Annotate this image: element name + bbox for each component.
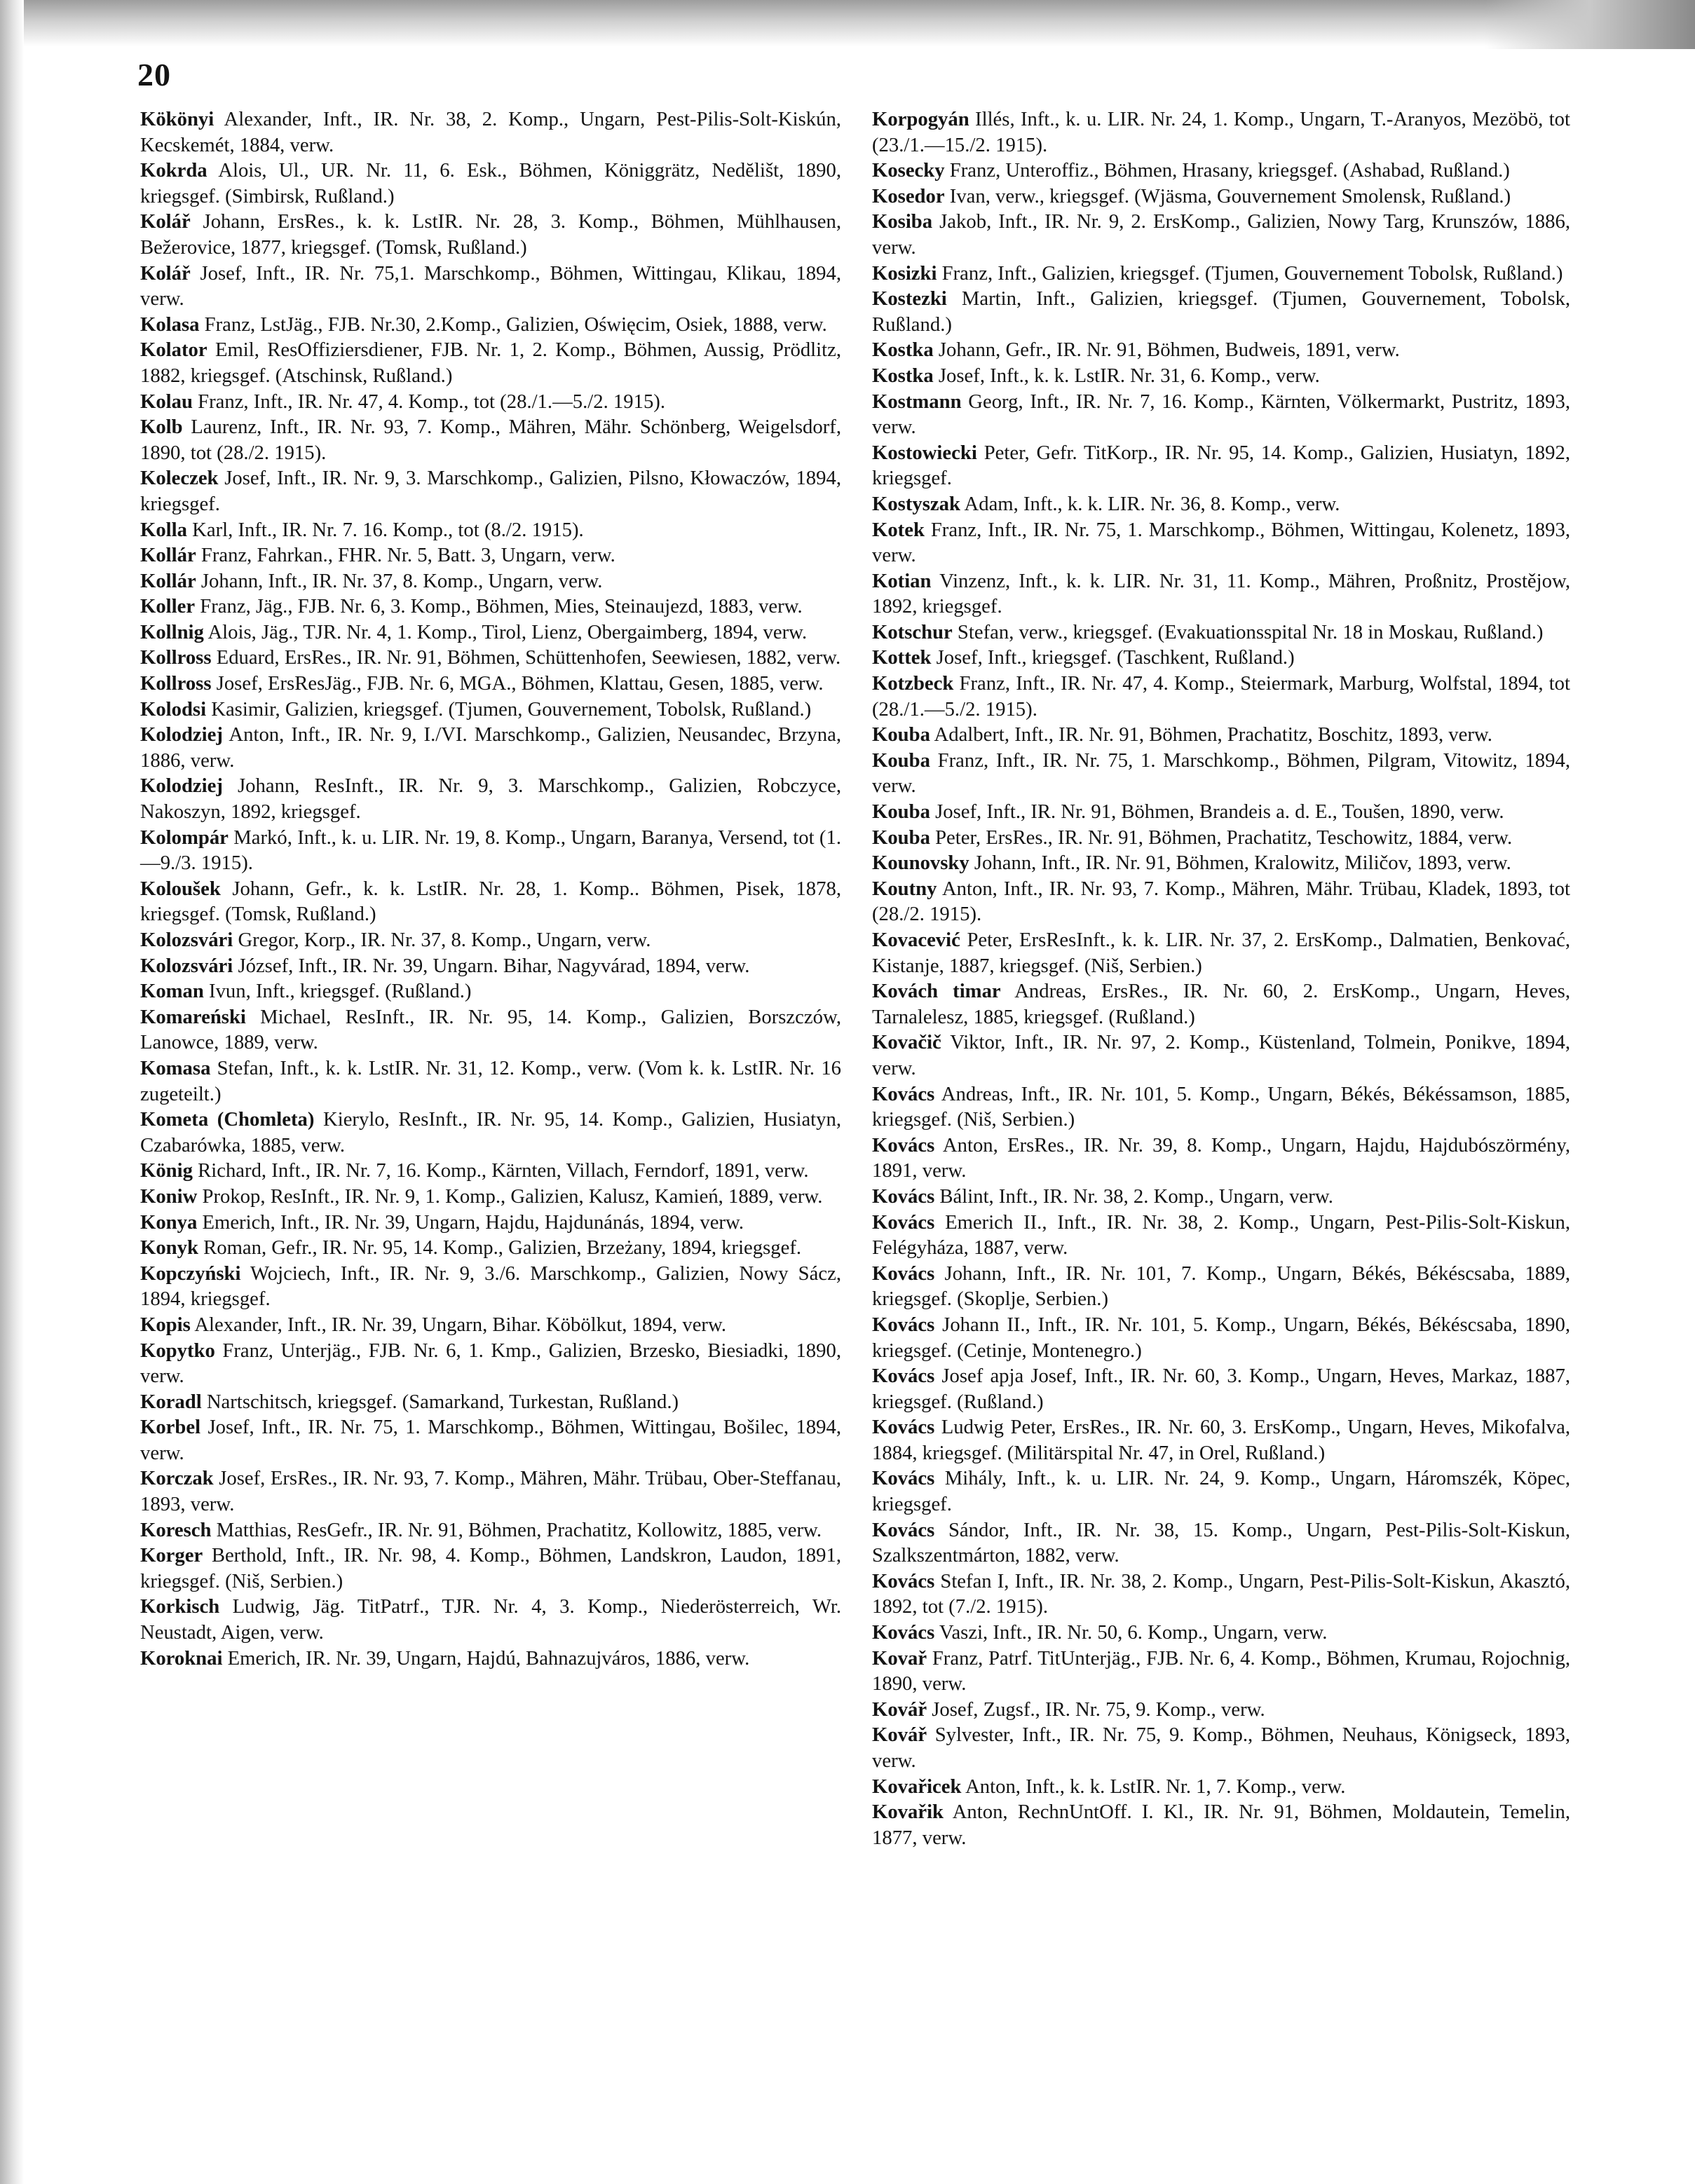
entry-details: Nartschitsch, kriegsgef. (Samarkand, Turkestan, Rußland.) bbox=[206, 1390, 679, 1413]
entry-surname: Konya bbox=[140, 1210, 198, 1234]
entry-details: Franz, Patrf. TitUnterjäg., FJB. Nr. 6, 4. Komp., Böhmen, Krumau, Rojochnig, 1890, verw. bbox=[872, 1646, 1570, 1695]
entry-surname: Kounovsky bbox=[872, 852, 969, 875]
entry-details: Alexander, Inft., IR. Nr. 39, Ungarn, Bihar. Köbölkut, 1894, verw. bbox=[194, 1313, 727, 1336]
list-entry bbox=[872, 209, 1570, 260]
entry-surname: Koresch bbox=[140, 1518, 212, 1541]
entry-details: Franz, Inft., IR. Nr. 75, 1. Marschkomp., Böhmen, Pilgram, Vitowitz, 1894, verw. bbox=[872, 749, 1570, 798]
entry-surname: Kovacević bbox=[872, 929, 960, 951]
entry-details: Roman, Gefr., IR. Nr. 95, 14. Komp., Galizien, Brzeżany, 1894, kriegsgef. bbox=[203, 1236, 802, 1260]
entry-details: Josef, Inft., IR. Nr. 9, 3. Marschkomp., Galizien, Pilsno, Kłowaczów, 1894, kriegsgef. bbox=[140, 467, 841, 515]
entry-details: Bálint, Inft., IR. Nr. 38, 2. Komp., Ungarn, verw. bbox=[939, 1185, 1333, 1208]
entry-surname: Kostka bbox=[872, 339, 934, 362]
list-entry bbox=[140, 1517, 841, 1543]
list-entry bbox=[872, 491, 1570, 517]
list-entry bbox=[872, 1517, 1570, 1569]
entry-surname: Kouba bbox=[872, 723, 930, 746]
entry-details: Emerich II., Inft., IR. Nr. 38, 2. Komp., Ungarn, Pest-Pilis-Solt-Kiskun, Felégyháza, 1887, verw. bbox=[872, 1210, 1570, 1260]
entry-surname: Komareński bbox=[140, 1005, 246, 1028]
list-entry bbox=[872, 1030, 1570, 1081]
entry-details: Stefan, verw., kriegsgef. (Evakuationsspital Nr. 18 in Moskau, Rußland.) bbox=[957, 620, 1544, 643]
scan-corner-shadow bbox=[1485, 0, 1695, 49]
entry-details: Stefan I, Inft., IR. Nr. 38, 2. Komp., Ungarn, Pest-Pilis-Solt-Kiskun, Akasztó, 1892, tot (7./2. 1915). bbox=[872, 1569, 1570, 1618]
entry-surname: Kosizki bbox=[872, 261, 937, 285]
entry-surname: Kovařik bbox=[872, 1801, 944, 1824]
entry-surname: Koman bbox=[140, 980, 204, 1003]
entry-surname: Kopis bbox=[140, 1313, 191, 1336]
entry-surname: Koloušek bbox=[140, 877, 221, 900]
entry-surname: Kovács bbox=[872, 1365, 935, 1388]
entry-surname: Kollár bbox=[140, 569, 196, 592]
entry-details: Sándor, Inft., IR. Nr. 38, 15. Komp., Ungarn, Pest-Pilis-Solt-Kiskun, Szalkszentmárton, 1882, verw. bbox=[872, 1518, 1570, 1567]
list-entry bbox=[140, 517, 841, 543]
entry-details: Josef, Inft., IR. Nr. 75,1. Marschkomp., Böhmen, Wittingau, Klikau, 1894, verw. bbox=[140, 261, 841, 310]
entry-surname: Koller bbox=[140, 595, 196, 618]
entry-surname: Kouba bbox=[872, 826, 930, 849]
entry-details: Viktor, Inft., IR. Nr. 97, 2. Komp., Küstenland, Tolmein, Ponikve, 1894, verw. bbox=[872, 1031, 1570, 1079]
entry-surname: Korkisch bbox=[140, 1595, 220, 1618]
entry-details: Franz, Unterjäg., FJB. Nr. 6, 1. Kmp., Galizien, Brzesko, Biesiadki, 1890, verw. bbox=[140, 1339, 841, 1388]
entry-surname: Kovács bbox=[872, 1133, 935, 1156]
entry-details: Franz, Jäg., FJB. Nr. 6, 3. Komp., Böhmen, Mies, Steinaujezd, 1883, verw. bbox=[200, 595, 803, 618]
entry-surname: Kovařicek bbox=[872, 1775, 962, 1798]
entry-surname: Kolompár bbox=[140, 826, 229, 849]
entry-details: Peter, Gefr. TitKorp., IR. Nr. 95, 14. Komp., Galizien, Husiatyn, 1892, kriegsgef. bbox=[872, 441, 1571, 490]
entry-surname: Kovař bbox=[872, 1646, 927, 1670]
list-entry bbox=[872, 517, 1570, 568]
entry-details: Kierylo, ResInft., IR. Nr. 95, 14. Komp., Galizien, Husiatyn, Czabarówka, 1885, verw. bbox=[140, 1108, 842, 1156]
list-entry bbox=[872, 1697, 1570, 1723]
entry-details: Adalbert, Inft., IR. Nr. 91, Böhmen, Prachatitz, Boschitz, 1893, verw. bbox=[934, 723, 1492, 746]
entry-details: Alois, Jäg., TJR. Nr. 4, 1. Komp., Tirol, Lienz, Obergaimberg, 1894, verw. bbox=[207, 620, 808, 643]
entry-details: Josef, Inft., IR. Nr. 91, Böhmen, Brandeis a. d. E., Toušen, 1890, verw. bbox=[935, 800, 1504, 824]
entry-surname: Kolář bbox=[140, 210, 191, 233]
entry-surname: Kovács bbox=[872, 1185, 935, 1208]
entry-details: Laurenz, Inft., IR. Nr. 93, 7. Komp., Mähren, Mähr. Schönberg, Weigelsdorf, 1890, tot (28./2. 1915). bbox=[140, 416, 842, 464]
list-entry bbox=[872, 722, 1570, 748]
entry-details: Mihály, Inft., k. u. LIR. Nr. 24, 9. Komp., Ungarn, Háromszék, Köpec, kriegsgef. bbox=[872, 1467, 1571, 1516]
entry-surname: Kosecky bbox=[872, 159, 945, 182]
entry-surname: Kovács bbox=[872, 1518, 935, 1541]
list-entry bbox=[140, 620, 841, 646]
list-entry bbox=[872, 1569, 1570, 1620]
list-entry bbox=[872, 158, 1570, 184]
entry-surname: Konyk bbox=[140, 1236, 198, 1260]
entry-surname: Kolodziej bbox=[140, 774, 223, 798]
entry-surname: Kovács bbox=[872, 1467, 935, 1490]
entry-surname: Kolář bbox=[140, 261, 191, 285]
list-entry bbox=[140, 312, 841, 338]
entry-details: Vinzenz, Inft., k. k. LIR. Nr. 31, 11. Komp., Mähren, Proßnitz, Prostějow, 1892, kriegsgef. bbox=[872, 569, 1571, 618]
entry-details: Franz, Inft., IR. Nr. 47, 4. Komp., tot (28./1.—5./2. 1915). bbox=[198, 390, 666, 413]
entry-surname: Kovačič bbox=[872, 1031, 941, 1054]
list-entry bbox=[140, 1543, 841, 1594]
entry-surname: Koleczek bbox=[140, 467, 219, 490]
list-entry bbox=[872, 978, 1570, 1030]
list-entry bbox=[872, 1133, 1570, 1184]
list-entry bbox=[872, 1312, 1570, 1363]
entry-surname: Kottek bbox=[872, 646, 932, 669]
entry-surname: Kolodziej bbox=[140, 723, 223, 746]
entry-surname: Koutny bbox=[872, 877, 937, 900]
entry-surname: Kovács bbox=[872, 1262, 935, 1285]
list-entry bbox=[872, 1722, 1570, 1773]
entry-surname: Kolla bbox=[140, 518, 187, 541]
entry-details: Peter, ErsRes., IR. Nr. 91, Böhmen, Prachatitz, Teschowitz, 1884, verw. bbox=[935, 826, 1513, 849]
list-entry bbox=[872, 184, 1570, 210]
list-entry bbox=[140, 1184, 841, 1210]
list-entry bbox=[872, 799, 1570, 825]
entry-details: Ivun, Inft., kriegsgef. (Rußland.) bbox=[209, 980, 472, 1003]
list-entry bbox=[872, 825, 1570, 851]
list-entry bbox=[872, 363, 1570, 389]
entry-surname: Kosiba bbox=[872, 210, 933, 233]
entry-surname: Kosedor bbox=[872, 184, 945, 207]
entry-details: Ivan, verw., kriegsgef. (Wjäsma, Gouvernement Smolensk, Rußland.) bbox=[949, 184, 1511, 207]
entry-surname: Kollross bbox=[140, 672, 212, 695]
entry-surname: Kolozsvári bbox=[140, 954, 233, 977]
list-entry bbox=[140, 107, 841, 158]
entry-surname: Kollár bbox=[140, 544, 196, 567]
list-entry bbox=[140, 158, 841, 209]
entry-surname: Kokrda bbox=[140, 159, 207, 182]
entry-details: Martin, Inft., Galizien, kriegsgef. (Tjumen, Gouvernement, Tobolsk, Rußland.) bbox=[872, 287, 1571, 336]
entry-surname: Kouba bbox=[872, 749, 930, 772]
list-entry bbox=[872, 1646, 1570, 1697]
entry-surname: Kollnig bbox=[140, 620, 204, 643]
entry-details: Adam, Inft., k. k. LIR. Nr. 36, 8. Komp., verw. bbox=[964, 492, 1340, 515]
entry-details: Franz, LstJäg., FJB. Nr.30, 2.Komp., Galizien, Oświęcim, Osiek, 1888, verw. bbox=[204, 313, 827, 336]
entry-surname: Kostowiecki bbox=[872, 441, 977, 464]
entry-details: Andreas, ErsRes., IR. Nr. 60, 2. ErsKomp., Ungarn, Heves, Tarnalelesz, 1885, kriegsgef. (Rußland.) bbox=[872, 980, 1571, 1028]
entry-surname: Kotek bbox=[872, 518, 925, 541]
entry-details: Peter, ErsResInft., k. k. LIR. Nr. 37, 2. ErsKomp., Dalmatien, Benkovać, Kistanje, 1887, kriegsgef. (Niš, Serbien.) bbox=[872, 929, 1570, 977]
entry-details: Berthold, Inft., IR. Nr. 98, 4. Komp., Böhmen, Landskron, Laudon, 1891, kriegsgef. (Niš, Serbien.) bbox=[140, 1544, 841, 1592]
list-entry bbox=[140, 773, 841, 824]
entry-surname: Kolb bbox=[140, 416, 183, 439]
list-entry bbox=[140, 1056, 841, 1107]
entry-details: Franz, Inft., IR. Nr. 47, 4. Komp., Steiermark, Marburg, Wolfstal, 1894, tot (28./1.—5./2. 1915). bbox=[872, 672, 1570, 721]
scan-edge-left bbox=[0, 0, 24, 2184]
entry-details: Sylvester, Inft., IR. Nr. 75, 9. Komp., Böhmen, Neuhaus, Königseck, 1893, verw. bbox=[872, 1724, 1570, 1772]
list-entry bbox=[872, 1799, 1570, 1850]
entry-surname: Kolator bbox=[140, 339, 207, 362]
list-entry bbox=[872, 107, 1570, 158]
list-entry bbox=[872, 850, 1570, 876]
list-entry bbox=[140, 465, 841, 517]
entry-surname: Korbel bbox=[140, 1416, 201, 1439]
entry-surname: Kolasa bbox=[140, 313, 200, 336]
list-entry bbox=[140, 389, 841, 415]
entry-details: Wojciech, Inft., IR. Nr. 9, 3./6. Marschkomp., Galizien, Nowy Sácz, 1894, kriegsgef. bbox=[140, 1262, 841, 1311]
list-entry bbox=[140, 209, 841, 260]
entry-surname: Kotschur bbox=[872, 620, 953, 643]
list-entry bbox=[140, 978, 841, 1004]
entry-details: Andreas, Inft., IR. Nr. 101, 5. Komp., Ungarn, Békés, Békéssamson, 1885, kriegsgef. (Niš, Serbien.) bbox=[872, 1082, 1571, 1131]
entry-surname: Kouba bbox=[872, 800, 930, 824]
entry-details: Georg, Inft., IR. Nr. 7, 16. Komp., Kärnten, Völkermarkt, Pustritz, 1893, verw. bbox=[872, 390, 1571, 439]
entry-surname: Kovács bbox=[872, 1621, 935, 1644]
entry-details: Johann, Inft., IR. Nr. 91, Böhmen, Kralowitz, Miličov, 1893, verw. bbox=[974, 852, 1511, 875]
page-number: 20 bbox=[137, 57, 171, 93]
entry-details: Alexander, Inft., IR. Nr. 38, 2. Komp., Ungarn, Pest-Pilis-Solt-Kiskún, Kecskemét, 1884, verw. bbox=[140, 108, 841, 156]
list-entry bbox=[872, 1184, 1570, 1210]
list-entry bbox=[140, 1466, 841, 1517]
entry-details: Stefan, Inft., k. k. LstIR. Nr. 31, 12. Komp., verw. (Vom k. k. LstIR. Nr. 16 zugeteilt.) bbox=[140, 1056, 842, 1105]
list-entry bbox=[140, 1414, 841, 1466]
entry-details: Josef, Inft., k. k. LstIR. Nr. 31, 6. Komp., verw. bbox=[938, 364, 1320, 387]
entry-details: Josef, ErsResJäg., FJB. Nr. 6, MGA., Böhmen, Klattau, Gesen, 1885, verw. bbox=[216, 672, 824, 695]
entry-surname: Kovách timar bbox=[872, 980, 1001, 1003]
entry-details: Franz, Unteroffiz., Böhmen, Hrasany, kriegsgef. (Ashabad, Rußland.) bbox=[949, 159, 1510, 182]
entry-details: Josef apja Josef, Inft., IR. Nr. 60, 3. Komp., Ungarn, Heves, Markaz, 1887, kriegsgef. (Rußland.) bbox=[872, 1365, 1570, 1413]
list-entry bbox=[872, 337, 1570, 363]
entry-details: Anton, ErsRes., IR. Nr. 39, 8. Komp., Ungarn, Hajdu, Hajdubószörmény, 1891, verw. bbox=[872, 1133, 1570, 1182]
list-entry bbox=[140, 722, 841, 773]
entry-details: Prokop, ResInft., IR. Nr. 9, 1. Komp., Galizien, Kalusz, Kamień, 1889, verw. bbox=[202, 1185, 823, 1208]
list-entry bbox=[140, 825, 841, 876]
entry-surname: Koradl bbox=[140, 1390, 202, 1413]
entry-surname: Kostyszak bbox=[872, 492, 960, 515]
list-entry bbox=[872, 440, 1570, 491]
entry-surname: Kolozsvári bbox=[140, 929, 233, 951]
list-entry bbox=[140, 1261, 841, 1312]
list-entry bbox=[872, 927, 1570, 978]
entry-surname: Kovács bbox=[872, 1569, 935, 1592]
list-entry bbox=[140, 697, 841, 723]
entry-surname: Kolodsi bbox=[140, 697, 207, 721]
entry-details: Emerich, IR. Nr. 39, Ungarn, Hajdú, Bahnazujváros, 1886, verw. bbox=[227, 1646, 750, 1670]
entry-details: Gregor, Korp., IR. Nr. 37, 8. Komp., Ungarn, verw. bbox=[238, 929, 651, 951]
entry-details: Michael, ResInft., IR. Nr. 95, 14. Komp., Galizien, Borszczów, Lanowce, 1889, verw. bbox=[140, 1005, 841, 1054]
entry-surname: Kovács bbox=[872, 1082, 935, 1105]
list-entry bbox=[140, 594, 841, 620]
entry-details: Johann, Gefr., k. k. LstIR. Nr. 28, 1. Komp.. Böhmen, Pisek, 1878, kriegsgef. (Tomsk, Rußland.) bbox=[140, 877, 842, 926]
list-entry bbox=[872, 261, 1570, 287]
entry-details: Franz, Inft., Galizien, kriegsgef. (Tjumen, Gouvernement Tobolsk, Rußland.) bbox=[941, 261, 1563, 285]
list-entry bbox=[140, 1312, 841, 1338]
entry-surname: König bbox=[140, 1159, 193, 1182]
entry-details: Ludwig, Jäg. TitPatrf., TJR. Nr. 4, 3. Komp., Niederösterreich, Wr. Neustadt, Aigen, verw. bbox=[140, 1595, 841, 1644]
list-entry bbox=[872, 1081, 1570, 1133]
entry-surname: Kökönyi bbox=[140, 108, 215, 130]
list-entry bbox=[140, 1235, 841, 1261]
entry-details: Josef, Inft., kriegsgef. (Taschkent, Rußland.) bbox=[936, 646, 1295, 669]
entry-details: Jakob, Inft., IR. Nr. 9, 2. ErsKomp., Galizien, Nowy Targ, Krunszów, 1886, verw. bbox=[872, 210, 1571, 259]
entry-surname: Kopczyński bbox=[140, 1262, 241, 1285]
entry-details: Ludwig Peter, ErsRes., IR. Nr. 60, 3. ErsKomp., Ungarn, Heves, Mikofalva, 1884, kriegsgef. (Militärspital Nr. 47, in Orel, Rußland.) bbox=[872, 1416, 1570, 1464]
entry-surname: Korczak bbox=[140, 1467, 214, 1490]
entry-surname: Kovář bbox=[872, 1698, 927, 1721]
entry-details: Johann, Inft., IR. Nr. 37, 8. Komp., Ungarn, verw. bbox=[200, 569, 603, 592]
entry-surname: Kollross bbox=[140, 646, 212, 669]
scan-edge-top bbox=[0, 0, 1695, 46]
entry-details: Anton, Inft., IR. Nr. 93, 7. Komp., Mähren, Mähr. Trübau, Kladek, 1893, tot (28./2. 1915). bbox=[872, 877, 1570, 926]
list-entry bbox=[140, 1389, 841, 1415]
list-entry bbox=[872, 876, 1570, 927]
list-entry bbox=[872, 568, 1570, 620]
entry-surname: Kometa (Chomleta) bbox=[140, 1108, 315, 1131]
entry-surname: Kovács bbox=[872, 1416, 935, 1439]
entry-surname: Koroknai bbox=[140, 1646, 223, 1670]
entry-details: Emil, ResOffiziersdiener, FJB. Nr. 1, 2. Komp., Böhmen, Aussig, Prödlitz, 1882, kriegsgef. (Atschinsk, Rußland.) bbox=[140, 339, 841, 387]
left-column bbox=[140, 107, 841, 1671]
entry-details: Richard, Inft., IR. Nr. 7, 16. Komp., Kärnten, Villach, Ferndorf, 1891, verw. bbox=[198, 1159, 809, 1182]
list-entry bbox=[872, 671, 1570, 722]
entry-surname: Koniw bbox=[140, 1185, 198, 1208]
list-entry bbox=[872, 1620, 1570, 1646]
entry-surname: Kotian bbox=[872, 569, 932, 592]
entry-surname: Korger bbox=[140, 1544, 203, 1567]
entry-details: Illés, Inft., k. u. LIR. Nr. 24, 1. Komp., Ungarn, T.-Aranyos, Mezöbö, tot (23./1.—15./2. 1915). bbox=[872, 108, 1570, 156]
list-entry bbox=[872, 1774, 1570, 1800]
list-entry bbox=[140, 1646, 841, 1672]
list-entry bbox=[872, 1261, 1570, 1312]
list-entry bbox=[140, 1107, 841, 1158]
list-entry bbox=[872, 389, 1570, 440]
entry-details: Eduard, ErsRes., IR. Nr. 91, Böhmen, Schüttenhofen, Seewiesen, 1882, verw. bbox=[216, 646, 841, 669]
list-entry bbox=[140, 414, 841, 465]
entry-surname: Kostezki bbox=[872, 287, 947, 310]
right-column bbox=[872, 107, 1570, 1850]
entry-details: Johann, Inft., IR. Nr. 101, 7. Komp., Ungarn, Békés, Békéscsaba, 1889, kriegsgef. (Skoplje, Serbien.) bbox=[872, 1262, 1570, 1311]
entry-details: Markó, Inft., k. u. LIR. Nr. 19, 8. Komp., Ungarn, Baranya, Versend, tot (1.—9./3. 1915). bbox=[140, 826, 841, 875]
entry-surname: Kostka bbox=[872, 364, 934, 387]
list-entry bbox=[140, 1594, 841, 1645]
list-entry bbox=[872, 1466, 1570, 1517]
list-entry bbox=[140, 337, 841, 388]
entry-details: Josef, ErsRes., IR. Nr. 93, 7. Komp., Mähren, Mähr. Trübau, Ober-Steffanau, 1893, verw. bbox=[140, 1467, 841, 1516]
entry-details: Josef, Zugsf., IR. Nr. 75, 9. Komp., verw. bbox=[932, 1698, 1265, 1721]
entry-details: Emerich, Inft., IR. Nr. 39, Ungarn, Hajdu, Hajdunánás, 1894, verw. bbox=[202, 1210, 744, 1234]
list-entry bbox=[140, 671, 841, 697]
entry-details: Johann II., Inft., IR. Nr. 101, 5. Komp., Ungarn, Békés, Békéscsaba, 1890, kriegsgef. (Cetinje, Montenegro.) bbox=[872, 1313, 1571, 1362]
entry-details: Anton, Inft., IR. Nr. 9, I./VI. Marschkomp., Galizien, Neusandec, Brzyna, 1886, verw. bbox=[140, 723, 842, 772]
list-entry bbox=[140, 1004, 841, 1056]
entry-details: Johann, Gefr., IR. Nr. 91, Böhmen, Budweis, 1891, verw. bbox=[938, 339, 1400, 362]
entry-surname: Kostmann bbox=[872, 390, 962, 413]
entry-surname: Kopytko bbox=[140, 1339, 215, 1362]
list-entry bbox=[140, 645, 841, 671]
list-entry bbox=[872, 620, 1570, 646]
entry-surname: Korpogyán bbox=[872, 108, 969, 130]
list-entry bbox=[140, 953, 841, 979]
list-entry bbox=[140, 542, 841, 568]
list-entry bbox=[140, 927, 841, 953]
list-entry bbox=[140, 1338, 841, 1389]
list-entry bbox=[140, 1158, 841, 1184]
entry-surname: Komasa bbox=[140, 1056, 211, 1079]
entry-surname: Kotzbeck bbox=[872, 672, 954, 695]
entry-details: Karl, Inft., IR. Nr. 7. 16. Komp., tot (8./2. 1915). bbox=[192, 518, 584, 541]
entry-surname: Kovář bbox=[872, 1724, 927, 1747]
list-entry bbox=[872, 748, 1570, 799]
entry-details: Franz, Inft., IR. Nr. 75, 1. Marschkomp., Böhmen, Wittingau, Kolenetz, 1893, verw. bbox=[872, 518, 1570, 567]
list-entry bbox=[140, 261, 841, 312]
list-entry bbox=[872, 645, 1570, 671]
entry-details: Johann, ResInft., IR. Nr. 9, 3. Marschkomp., Galizien, Robczyce, Nakoszyn, 1892, kriegsgef. bbox=[140, 774, 842, 824]
entry-details: Vaszi, Inft., IR. Nr. 50, 6. Komp., Ungarn, verw. bbox=[939, 1621, 1328, 1644]
entry-details: Franz, Fahrkan., FHR. Nr. 5, Batt. 3, Ungarn, verw. bbox=[200, 544, 615, 567]
list-entry bbox=[140, 568, 841, 594]
list-entry bbox=[140, 876, 841, 927]
entry-surname: Kolau bbox=[140, 390, 193, 413]
entry-details: Alois, Ul., UR. Nr. 11, 6. Esk., Böhmen, Königgrätz, Nedĕlišt, 1890, kriegsgef. (Simbirsk, Rußland.) bbox=[140, 159, 841, 207]
list-entry bbox=[872, 1210, 1570, 1261]
entry-details: Anton, Inft., k. k. LstIR. Nr. 1, 7. Komp., verw. bbox=[965, 1775, 1346, 1798]
list-entry bbox=[140, 1210, 841, 1236]
list-entry bbox=[872, 1363, 1570, 1414]
entry-details: Kasimir, Galizien, kriegsgef. (Tjumen, Gouvernement, Tobolsk, Rußland.) bbox=[211, 697, 812, 721]
entry-details: Matthias, ResGefr., IR. Nr. 91, Böhmen, Prachatitz, Kollowitz, 1885, verw. bbox=[216, 1518, 822, 1541]
entry-details: Johann, ErsRes., k. k. LstIR. Nr. 28, 3. Komp., Böhmen, Mühlhausen, Bežerovice, 1877, kriegsgef. (Tomsk, Rußland.) bbox=[140, 210, 842, 259]
entry-details: József, Inft., IR. Nr. 39, Ungarn. Bihar, Nagyvárad, 1894, verw. bbox=[238, 954, 750, 977]
list-entry bbox=[872, 286, 1570, 337]
entry-details: Anton, RechnUntOff. I. Kl., IR. Nr. 91, Böhmen, Moldautein, Temelin, 1877, verw. bbox=[872, 1801, 1570, 1849]
entry-surname: Kovács bbox=[872, 1313, 935, 1336]
entry-details: Josef, Inft., IR. Nr. 75, 1. Marschkomp., Böhmen, Wittingau, Bošilec, 1894, verw. bbox=[140, 1416, 842, 1464]
entry-surname: Kovács bbox=[872, 1210, 935, 1234]
list-entry bbox=[872, 1414, 1570, 1466]
